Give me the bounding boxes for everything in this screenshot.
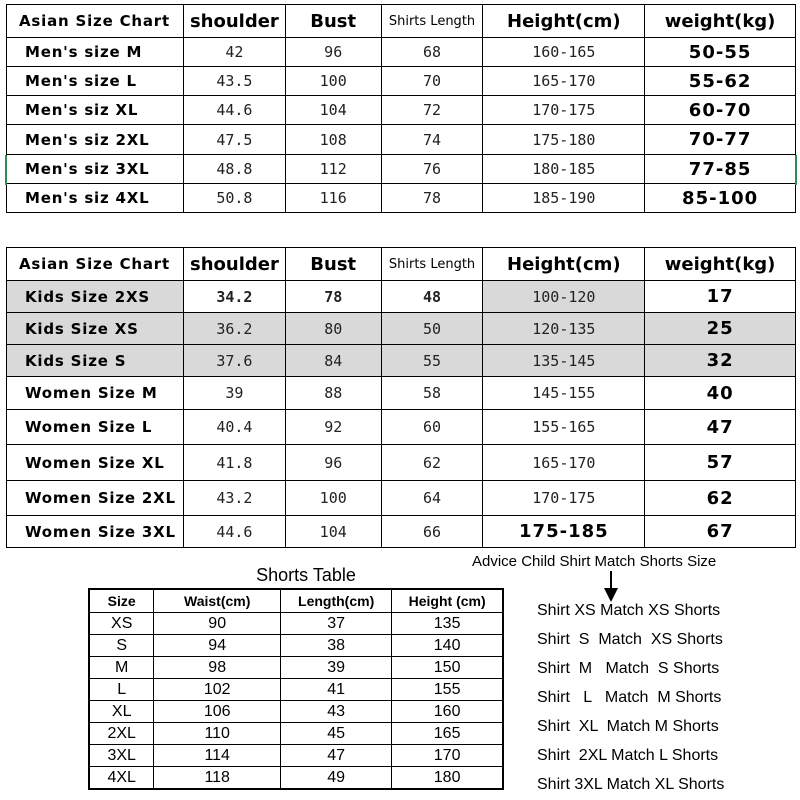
shoulder-cell: 39 — [183, 377, 285, 410]
length-cell: 37 — [281, 613, 392, 635]
kids-women-table-header — [7, 248, 796, 281]
header-height: Height(cm) — [483, 248, 645, 281]
length-cell: 39 — [281, 657, 392, 679]
waist-cell: 102 — [154, 679, 281, 701]
table-row — [7, 96, 796, 125]
header-shoulder: shoulder — [183, 248, 285, 281]
bust-cell: 96 — [285, 445, 381, 481]
height-cell: 140 — [392, 635, 503, 657]
header-bust: Bust — [285, 5, 381, 38]
weight-cell: 77-85 — [645, 155, 796, 184]
header-shirts-length: Shirts Length — [381, 5, 483, 38]
header-shirts-length: Shirts Length — [381, 248, 483, 281]
header-size-chart: Asian Size Chart — [7, 248, 184, 281]
waist-cell: 118 — [154, 767, 281, 790]
shoulder-cell: 37.6 — [183, 345, 285, 377]
size-label: Women Size M — [7, 377, 184, 410]
table-row — [89, 613, 503, 635]
height-cell: 160 — [392, 701, 503, 723]
header-weight: weight(kg) — [645, 5, 796, 38]
size-cell: S — [89, 635, 154, 657]
size-label: Men's siz 3XL — [7, 155, 184, 184]
shorts-table-title: Shorts Table — [256, 565, 356, 585]
size-cell: XL — [89, 701, 154, 723]
shoulder-cell: 34.2 — [183, 281, 285, 313]
weight-cell: 85-100 — [645, 184, 796, 213]
height-cell: 165-170 — [483, 67, 645, 96]
weight-cell: 60-70 — [645, 96, 796, 125]
advice-line: Shirt S Match XS Shorts — [537, 631, 723, 648]
size-cell: L — [89, 679, 154, 701]
size-cell: 3XL — [89, 745, 154, 767]
advice-line: Shirt L Match M Shorts — [537, 689, 722, 706]
length-cell: 48 — [381, 281, 483, 313]
length-cell: 76 — [381, 155, 483, 184]
waist-cell: 106 — [154, 701, 281, 723]
table-row — [7, 481, 796, 516]
waist-cell: 94 — [154, 635, 281, 657]
length-cell: 74 — [381, 125, 483, 155]
shoulder-cell: 43.2 — [183, 481, 285, 516]
bust-cell: 78 — [285, 281, 381, 313]
height-cell: 155-165 — [483, 410, 645, 445]
bust-cell: 96 — [285, 38, 381, 67]
table-row — [89, 679, 503, 701]
height-cell: 145-155 — [483, 377, 645, 410]
table-row — [7, 313, 796, 345]
header-bust: Bust — [285, 248, 381, 281]
length-cell: 66 — [381, 516, 483, 548]
length-cell: 62 — [381, 445, 483, 481]
weight-cell: 40 — [645, 377, 796, 410]
size-cell: XS — [89, 613, 154, 635]
shoulder-cell: 44.6 — [183, 96, 285, 125]
header-shoulder: shoulder — [183, 5, 285, 38]
header-size-chart: Asian Size Chart — [7, 5, 184, 38]
size-label: Men's size M — [7, 38, 184, 67]
size-label: Women Size XL — [7, 445, 184, 481]
bust-cell: 100 — [285, 481, 381, 516]
table-row — [7, 345, 796, 377]
length-cell: 60 — [381, 410, 483, 445]
height-cell: 160-165 — [483, 38, 645, 67]
bust-cell: 100 — [285, 67, 381, 96]
shoulder-cell: 44.6 — [183, 516, 285, 548]
length-cell: 70 — [381, 67, 483, 96]
waist-cell: 114 — [154, 745, 281, 767]
table-row — [7, 281, 796, 313]
height-cell: 180-185 — [483, 155, 645, 184]
bust-cell: 80 — [285, 313, 381, 345]
size-label: Men's siz XL — [7, 96, 184, 125]
length-cell: 72 — [381, 96, 483, 125]
size-label: Men's size L — [7, 67, 184, 96]
men-table-header — [7, 5, 796, 38]
waist-cell: 98 — [154, 657, 281, 679]
weight-cell: 70-77 — [645, 125, 796, 155]
weight-cell: 25 — [645, 313, 796, 345]
size-label: Kids Size XS — [7, 313, 184, 345]
weight-cell: 57 — [645, 445, 796, 481]
shoulder-cell: 40.4 — [183, 410, 285, 445]
height-cell: 120-135 — [483, 313, 645, 345]
header-weight: weight(kg) — [645, 248, 796, 281]
bust-cell: 88 — [285, 377, 381, 410]
table-row — [7, 155, 796, 184]
bust-cell: 116 — [285, 184, 381, 213]
advice-line: Shirt M Match S Shorts — [537, 660, 720, 677]
men-size-table — [6, 4, 796, 213]
table-row — [7, 410, 796, 445]
table-row — [7, 125, 796, 155]
length-cell: 45 — [281, 723, 392, 745]
weight-cell: 55-62 — [645, 67, 796, 96]
table-row — [7, 516, 796, 548]
table-row — [89, 723, 503, 745]
table-row — [89, 767, 503, 790]
table-row — [89, 701, 503, 723]
height-cell: 165 — [392, 723, 503, 745]
length-cell: 68 — [381, 38, 483, 67]
height-cell: 175-185 — [483, 516, 645, 548]
height-cell: 150 — [392, 657, 503, 679]
height-cell: 185-190 — [483, 184, 645, 213]
height-cell: 170-175 — [483, 481, 645, 516]
table-row — [7, 38, 796, 67]
advice-title: Advice Child Shirt Match Shorts Size — [472, 553, 717, 570]
shorts-table — [88, 588, 504, 790]
size-label: Women Size L — [7, 410, 184, 445]
size-label: Men's siz 4XL — [7, 184, 184, 213]
table-row — [7, 445, 796, 481]
advice-line: Shirt 2XL Match L Shorts — [537, 747, 719, 764]
length-cell: 58 — [381, 377, 483, 410]
size-label: Men's siz 2XL — [7, 125, 184, 155]
weight-cell: 62 — [645, 481, 796, 516]
height-cell: 170 — [392, 745, 503, 767]
size-label: Women Size 3XL — [7, 516, 184, 548]
header-waist: Waist(cm) — [154, 589, 281, 613]
length-cell: 43 — [281, 701, 392, 723]
header-size: Size — [89, 589, 154, 613]
size-cell: 2XL — [89, 723, 154, 745]
bust-cell: 112 — [285, 155, 381, 184]
shoulder-cell: 48.8 — [183, 155, 285, 184]
size-label: Kids Size S — [7, 345, 184, 377]
height-cell: 155 — [392, 679, 503, 701]
bust-cell: 84 — [285, 345, 381, 377]
header-height: Height (cm) — [392, 589, 503, 613]
bust-cell: 92 — [285, 410, 381, 445]
size-label: Women Size 2XL — [7, 481, 184, 516]
weight-cell: 50-55 — [645, 38, 796, 67]
weight-cell: 17 — [645, 281, 796, 313]
weight-cell: 67 — [645, 516, 796, 548]
shoulder-cell: 43.5 — [183, 67, 285, 96]
shoulder-cell: 36.2 — [183, 313, 285, 345]
weight-cell: 47 — [645, 410, 796, 445]
length-cell: 38 — [281, 635, 392, 657]
green-edge-mark — [5, 155, 7, 185]
weight-cell: 32 — [645, 345, 796, 377]
shoulder-cell: 41.8 — [183, 445, 285, 481]
length-cell: 41 — [281, 679, 392, 701]
table-row — [7, 184, 796, 213]
green-edge-mark — [795, 155, 797, 185]
height-cell: 135 — [392, 613, 503, 635]
size-label: Kids Size 2XS — [7, 281, 184, 313]
waist-cell: 90 — [154, 613, 281, 635]
table-row — [7, 67, 796, 96]
table-row — [89, 657, 503, 679]
waist-cell: 110 — [154, 723, 281, 745]
arrowhead-icon — [604, 588, 618, 602]
table-row — [89, 635, 503, 657]
table-row — [89, 745, 503, 767]
height-cell: 175-180 — [483, 125, 645, 155]
header-length: Length(cm) — [281, 589, 392, 613]
bust-cell: 104 — [285, 516, 381, 548]
advice-line: Shirt XS Match XS Shorts — [537, 602, 721, 619]
shorts-table-header — [89, 589, 503, 613]
bust-cell: 104 — [285, 96, 381, 125]
length-cell: 78 — [381, 184, 483, 213]
length-cell: 50 — [381, 313, 483, 345]
length-cell: 64 — [381, 481, 483, 516]
kids-women-size-table — [6, 247, 796, 548]
length-cell: 55 — [381, 345, 483, 377]
height-cell: 170-175 — [483, 96, 645, 125]
shoulder-cell: 50.8 — [183, 184, 285, 213]
bust-cell: 108 — [285, 125, 381, 155]
shoulder-cell: 47.5 — [183, 125, 285, 155]
length-cell: 49 — [281, 767, 392, 790]
advice-line: Shirt XL Match M Shorts — [537, 718, 719, 735]
table-row — [7, 377, 796, 410]
advice-line: Shirt 3XL Match XL Shorts — [537, 776, 725, 793]
height-cell: 180 — [392, 767, 503, 790]
header-height: Height(cm) — [483, 5, 645, 38]
height-cell: 165-170 — [483, 445, 645, 481]
arrow-down-icon — [610, 571, 612, 589]
height-cell: 100-120 — [483, 281, 645, 313]
size-cell: M — [89, 657, 154, 679]
shoulder-cell: 42 — [183, 38, 285, 67]
length-cell: 47 — [281, 745, 392, 767]
size-cell: 4XL — [89, 767, 154, 790]
height-cell: 135-145 — [483, 345, 645, 377]
